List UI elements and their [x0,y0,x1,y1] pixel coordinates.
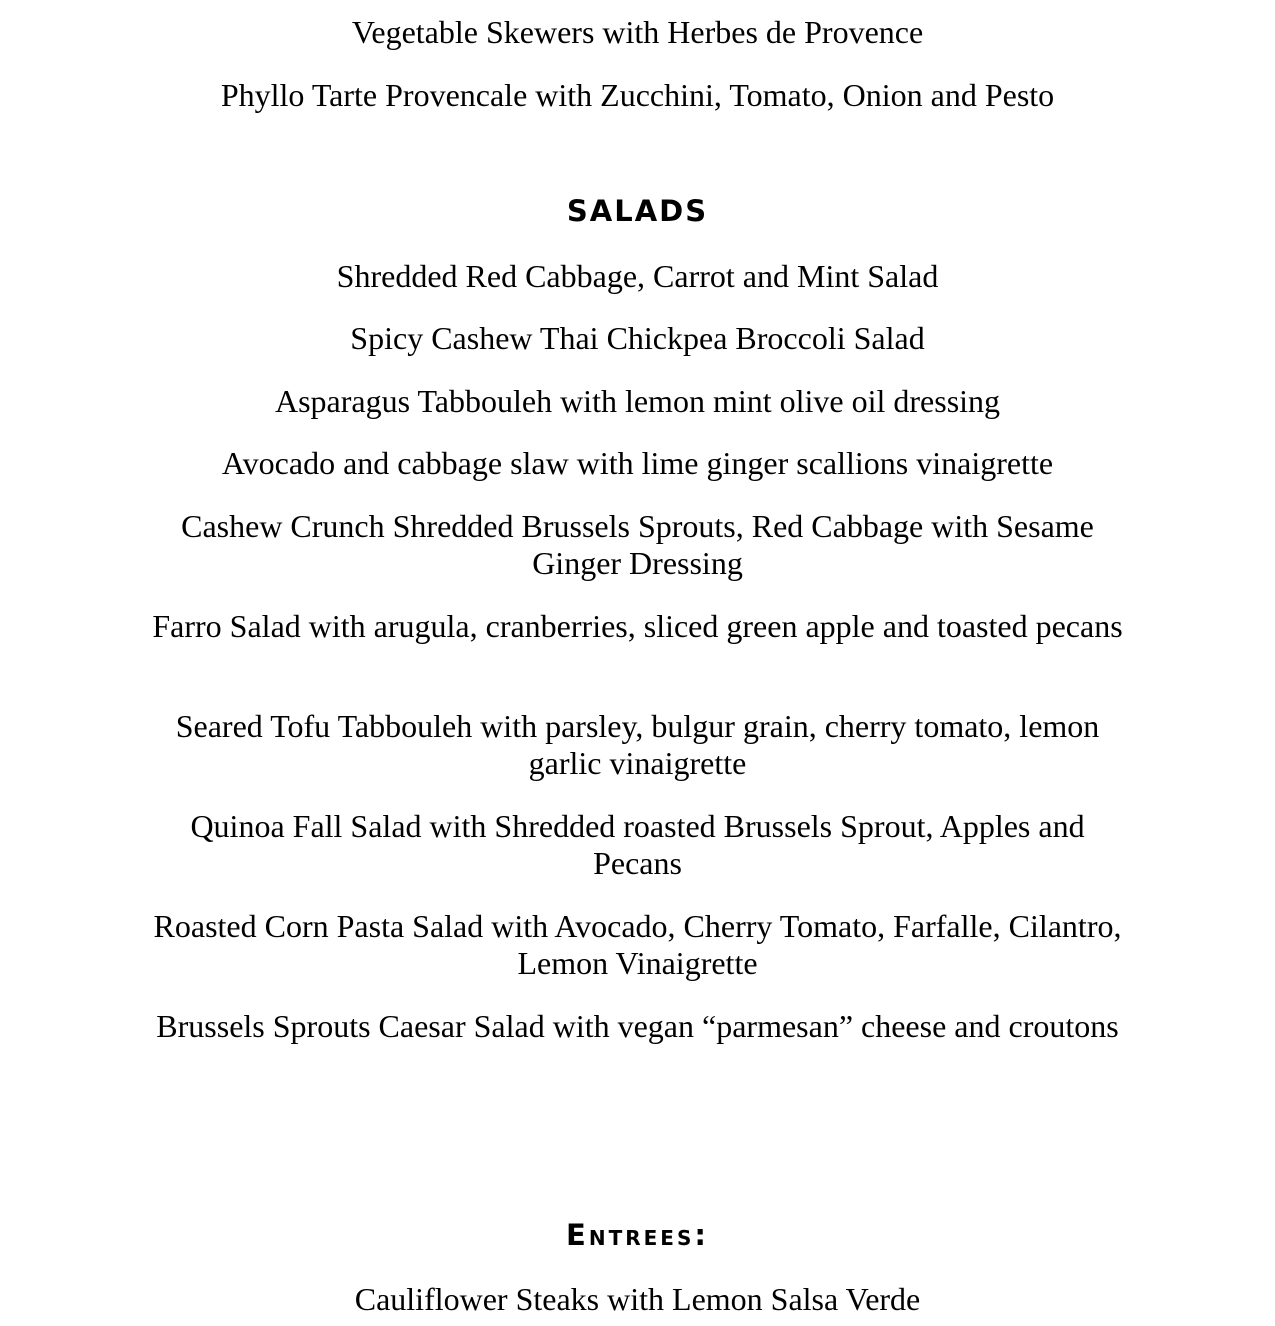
menu-item: Phyllo Tarte Provencale with Zucchini, Tomato, Onion and Pesto [220,77,1055,113]
entrees-heading: Entrees: [566,1218,709,1252]
salad-item: Cashew Crunch Shredded Brussels Sprouts, Red Cabbage with Sesame Ginger Dressing [181,508,1094,581]
entree-item: Cauliflower Steaks with Lemon Salsa Verde [354,1281,921,1317]
menu-item: Vegetable Skewers with Herbes de Provence [351,14,924,50]
salad-item: Asparagus Tabbouleh with lemon mint olive oil dressing [274,383,1001,419]
salad-item: Farro Salad with arugula, cranberries, sliced green apple and toasted pecans [152,608,1123,644]
salad-item: Spicy Cashew Thai Chickpea Broccoli Salad [350,320,925,356]
salad-item: Shredded Red Cabbage, Carrot and Mint Salad [336,258,939,294]
salad-item: Roasted Corn Pasta Salad with Avocado, Cherry Tomato, Farfalle, Cilantro, Lemon Vinaigrette [153,908,1122,981]
salads-heading: SALADS [566,194,709,228]
salad-item: Quinoa Fall Salad with Shredded roasted Brussels Sprout, Apples and Pecans [190,808,1085,881]
salad-item: Avocado and cabbage slaw with lime ginger scallions vinaigrette [221,445,1054,481]
salad-item: Brussels Sprouts Caesar Salad with vegan “parmesan” cheese and croutons [156,1008,1119,1044]
salad-item: Seared Tofu Tabbouleh with parsley, bulgur grain, cherry tomato, lemon garlic vinaigrette [175,708,1100,781]
